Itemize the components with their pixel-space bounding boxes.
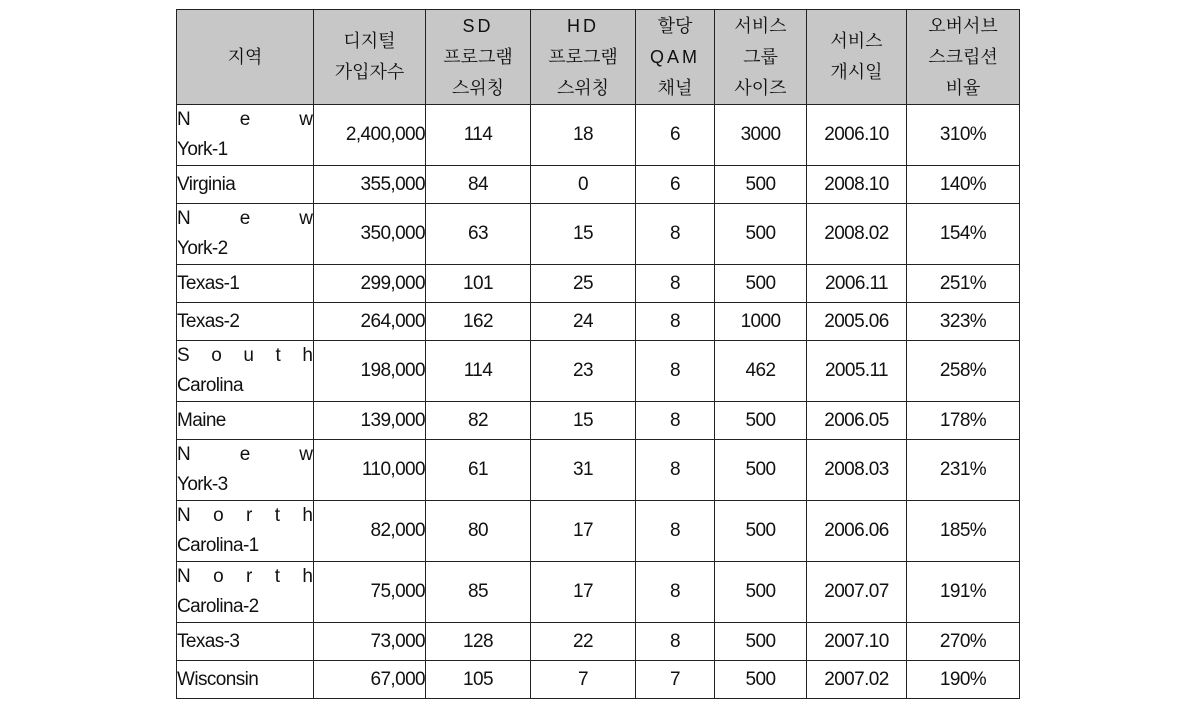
cell-oversub-ratio: 140% <box>907 166 1020 204</box>
cell-launch-date: 2005.11 <box>807 341 907 402</box>
cell-subscribers: 139,000 <box>314 402 426 440</box>
table-row <box>177 402 1020 440</box>
cell-oversub-ratio: 251% <box>907 265 1020 303</box>
header-line: 지역 <box>227 46 263 68</box>
table-row <box>177 623 1020 661</box>
table-row <box>177 341 1020 402</box>
region-line: N o r t h <box>177 505 313 526</box>
region-line: York-2 <box>177 238 228 259</box>
cell-hd-switching: 23 <box>531 341 636 402</box>
cell-hd-switching: 31 <box>531 440 636 501</box>
header-service-group-size <box>715 10 807 105</box>
cell-region <box>177 204 314 265</box>
cell-qam-channels: 8 <box>636 265 715 303</box>
cell-launch-date: 2008.10 <box>807 166 907 204</box>
header-line: 개시일 <box>830 62 883 83</box>
header-oversubscription-ratio <box>907 10 1020 105</box>
cell-group-size: 500 <box>715 440 807 501</box>
cell-group-size: 3000 <box>715 105 807 166</box>
cell-subscribers: 198,000 <box>314 341 426 402</box>
table-row <box>177 562 1020 623</box>
cell-launch-date: 2007.07 <box>807 562 907 623</box>
cell-sd-switching: 114 <box>426 341 531 402</box>
cell-oversub-ratio: 310% <box>907 105 1020 166</box>
header-line: 비율 <box>945 77 981 99</box>
cell-sd-switching: 85 <box>426 562 531 623</box>
cell-launch-date: 2007.02 <box>807 661 907 699</box>
cell-sd-switching: 61 <box>426 440 531 501</box>
region-line: Texas-2 <box>177 310 240 332</box>
cell-group-size: 1000 <box>715 303 807 341</box>
cell-subscribers: 110,000 <box>314 440 426 501</box>
cell-launch-date: 2006.06 <box>807 501 907 562</box>
cell-hd-switching: 24 <box>531 303 636 341</box>
header-line: 프로그램 <box>443 46 513 68</box>
cell-qam-channels: 7 <box>636 661 715 699</box>
table-row <box>177 265 1020 303</box>
header-line: QAM <box>649 46 700 67</box>
header-line: 사이즈 <box>734 77 787 99</box>
header-hd-program-switching <box>531 10 636 105</box>
cell-launch-date: 2008.02 <box>807 204 907 265</box>
cell-sd-switching: 162 <box>426 303 531 341</box>
cell-hd-switching: 17 <box>531 501 636 562</box>
cell-region <box>177 562 314 623</box>
cell-region <box>177 265 314 303</box>
region-line: Texas-3 <box>177 630 240 652</box>
cell-subscribers: 75,000 <box>314 562 426 623</box>
cell-region <box>177 303 314 341</box>
table-body <box>177 105 1020 699</box>
cell-hd-switching: 22 <box>531 623 636 661</box>
cell-subscribers: 264,000 <box>314 303 426 341</box>
cell-sd-switching: 114 <box>426 105 531 166</box>
header-line: 가입자수 <box>334 62 405 83</box>
region-line: York-1 <box>177 139 228 160</box>
cell-region <box>177 501 314 562</box>
cell-sd-switching: 105 <box>426 661 531 699</box>
region-line: Carolina-1 <box>177 535 259 556</box>
region-line: Texas-1 <box>177 272 240 294</box>
cell-qam-channels: 6 <box>636 166 715 204</box>
cell-qam-channels: 8 <box>636 402 715 440</box>
table-header <box>177 10 1020 105</box>
cell-region <box>177 341 314 402</box>
cell-sd-switching: 128 <box>426 623 531 661</box>
cell-group-size: 500 <box>715 402 807 440</box>
header-allocated-qam-channels <box>636 10 715 105</box>
cell-launch-date: 2007.10 <box>807 623 907 661</box>
cell-launch-date: 2006.10 <box>807 105 907 166</box>
cell-sd-switching: 63 <box>426 204 531 265</box>
header-line: SD <box>462 15 494 36</box>
cell-launch-date: 2006.11 <box>807 265 907 303</box>
header-line: 프로그램 <box>548 46 618 68</box>
cell-oversub-ratio: 231% <box>907 440 1020 501</box>
cell-sd-switching: 101 <box>426 265 531 303</box>
cell-oversub-ratio: 190% <box>907 661 1020 699</box>
header-line: 스위칭 <box>451 77 505 99</box>
header-line: 서비스 <box>830 31 883 52</box>
table-row <box>177 166 1020 204</box>
region-line: Maine <box>177 409 226 431</box>
cell-group-size: 500 <box>715 204 807 265</box>
cell-region <box>177 166 314 204</box>
cell-qam-channels: 8 <box>636 501 715 562</box>
cell-region <box>177 623 314 661</box>
cell-hd-switching: 15 <box>531 204 636 265</box>
table-row <box>177 440 1020 501</box>
cell-oversub-ratio: 323% <box>907 303 1020 341</box>
cell-hd-switching: 15 <box>531 402 636 440</box>
region-line: N e w <box>177 208 313 229</box>
cell-oversub-ratio: 154% <box>907 204 1020 265</box>
cell-oversub-ratio: 270% <box>907 623 1020 661</box>
cell-oversub-ratio: 258% <box>907 341 1020 402</box>
data-table <box>176 9 1020 699</box>
header-region <box>177 10 314 105</box>
cell-subscribers: 67,000 <box>314 661 426 699</box>
cell-hd-switching: 18 <box>531 105 636 166</box>
cell-group-size: 462 <box>715 341 807 402</box>
cell-qam-channels: 8 <box>636 303 715 341</box>
header-line: 오버서브 <box>928 15 998 37</box>
cell-hd-switching: 17 <box>531 562 636 623</box>
region-line: Virginia <box>177 173 236 195</box>
cell-qam-channels: 6 <box>636 105 715 166</box>
cell-group-size: 500 <box>715 501 807 562</box>
cell-subscribers: 2,400,000 <box>314 105 426 166</box>
cell-group-size: 500 <box>715 562 807 623</box>
cell-hd-switching: 0 <box>531 166 636 204</box>
cell-hd-switching: 25 <box>531 265 636 303</box>
cell-region <box>177 105 314 166</box>
cell-subscribers: 350,000 <box>314 204 426 265</box>
header-line: HD <box>567 15 599 36</box>
cell-launch-date: 2005.06 <box>807 303 907 341</box>
cell-subscribers: 299,000 <box>314 265 426 303</box>
header-service-launch-date <box>807 10 907 105</box>
region-line: Carolina <box>177 375 243 396</box>
cell-hd-switching: 7 <box>531 661 636 699</box>
table-row <box>177 105 1020 166</box>
header-sd-program-switching <box>426 10 531 105</box>
cell-sd-switching: 84 <box>426 166 531 204</box>
cell-region <box>177 661 314 699</box>
cell-qam-channels: 8 <box>636 204 715 265</box>
region-line: Wisconsin <box>177 668 259 690</box>
cell-group-size: 500 <box>715 265 807 303</box>
cell-launch-date: 2008.03 <box>807 440 907 501</box>
cell-subscribers: 82,000 <box>314 501 426 562</box>
cell-qam-channels: 8 <box>636 341 715 402</box>
cell-region <box>177 402 314 440</box>
cell-qam-channels: 8 <box>636 440 715 501</box>
cell-group-size: 500 <box>715 166 807 204</box>
cell-region <box>177 440 314 501</box>
header-line: 서비스 <box>734 15 787 37</box>
region-line: S o u t h <box>177 345 313 366</box>
cell-qam-channels: 8 <box>636 562 715 623</box>
region-line: N e w <box>177 109 313 130</box>
header-row <box>177 10 1020 105</box>
header-line: 할당 <box>657 15 693 37</box>
cell-group-size: 500 <box>715 661 807 699</box>
table-row <box>177 661 1020 699</box>
cell-subscribers: 73,000 <box>314 623 426 661</box>
cell-oversub-ratio: 178% <box>907 402 1020 440</box>
header-line: 스위칭 <box>556 77 610 99</box>
header-line: 그룹 <box>743 46 778 68</box>
cell-sd-switching: 80 <box>426 501 531 562</box>
header-digital-subscribers <box>314 10 426 105</box>
header-line: 디지털 <box>343 31 396 52</box>
header-line: 채널 <box>657 77 693 99</box>
region-line: York-3 <box>177 474 228 495</box>
cell-oversub-ratio: 191% <box>907 562 1020 623</box>
table-row <box>177 501 1020 562</box>
table-row <box>177 303 1020 341</box>
cell-qam-channels: 8 <box>636 623 715 661</box>
cell-sd-switching: 82 <box>426 402 531 440</box>
table-row <box>177 204 1020 265</box>
header-line: 스크립션 <box>928 46 998 68</box>
region-line: Carolina-2 <box>177 596 259 617</box>
cell-subscribers: 355,000 <box>314 166 426 204</box>
region-line: N e w <box>177 444 313 465</box>
cell-group-size: 500 <box>715 623 807 661</box>
cell-oversub-ratio: 185% <box>907 501 1020 562</box>
cell-launch-date: 2006.05 <box>807 402 907 440</box>
region-line: N o r t h <box>177 566 313 587</box>
